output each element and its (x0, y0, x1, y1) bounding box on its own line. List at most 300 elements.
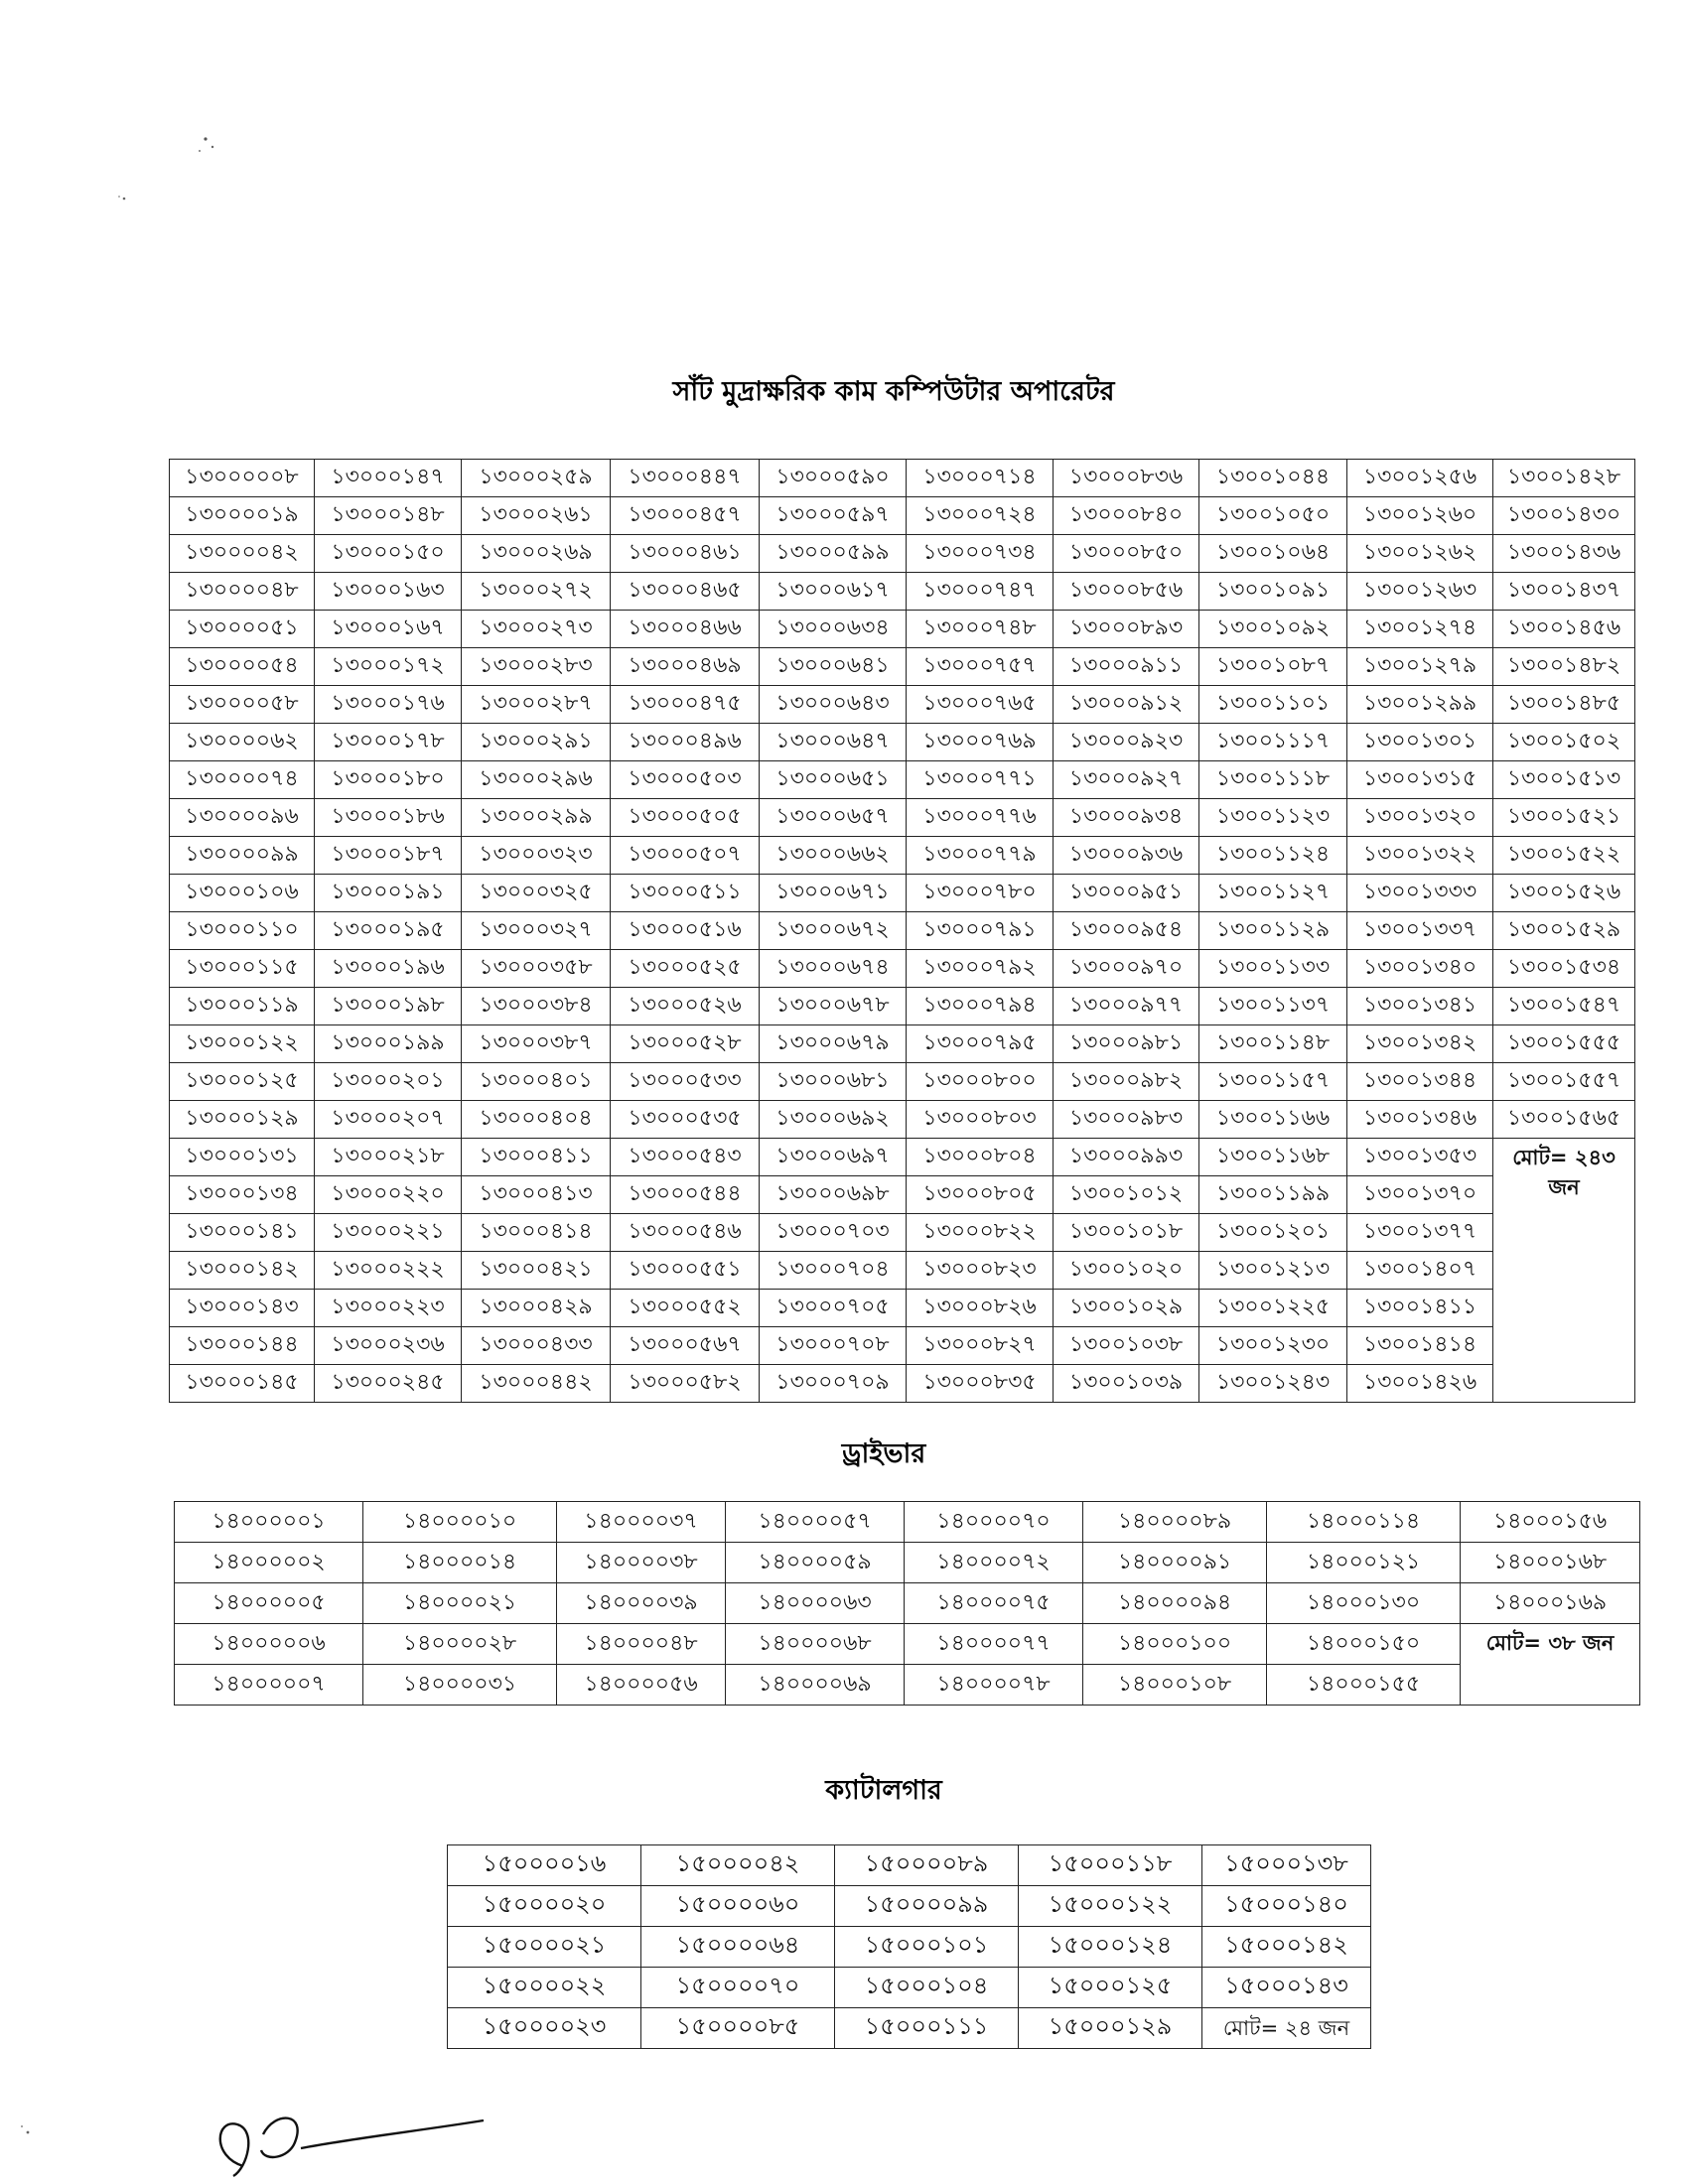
roll-number-cell: ১৪০০০০৯৪ (1083, 1583, 1267, 1624)
roll-number-cell: ১৩০০০১৮৭ (315, 837, 462, 875)
roll-number-cell: ১৩০০০৭৪৭ (907, 573, 1054, 611)
roll-number-cell: ১৪০০০০০৭ (175, 1665, 363, 1706)
roll-number-cell: ১৩০০০২২০ (315, 1176, 462, 1214)
roll-number-cell: ১৩০০০৮০৪ (907, 1139, 1054, 1176)
roll-number-cell: ১৫০০০১৪৩ (1202, 1968, 1371, 2008)
roll-number-cell: ১৩০০০৬৯২ (760, 1101, 907, 1139)
roll-number-cell: ১৩০০১০৪৪ (1199, 460, 1347, 497)
roll-number-cell: ১৩০০১৩৪০ (1347, 950, 1493, 988)
roll-number-cell: ১৩০০০৫৬৭ (611, 1327, 760, 1365)
roll-number-cell: ১৩০০০১১০ (170, 912, 315, 950)
roll-number-cell: ১৩০০০১৮৬ (315, 799, 462, 837)
roll-number-cell: ১৩০০০১৯৬ (315, 950, 462, 988)
roll-number-cell: ১৩০০১১০১ (1199, 686, 1347, 724)
roll-number-cell: ১৩০০১০৮৭ (1199, 648, 1347, 686)
roll-number-cell: ১৩০০০২৩৬ (315, 1327, 462, 1365)
roll-number-cell: ১৫০০০০৬০ (641, 1886, 835, 1927)
roll-number-cell: ১৫০০০০৮৯ (835, 1845, 1019, 1886)
roll-number-cell: ১৩০০১০৯২ (1199, 611, 1347, 648)
roll-number-cell: ১৩০০১০২৯ (1054, 1290, 1199, 1327)
roll-number-cell: ১৩০০১২৭৪ (1347, 611, 1493, 648)
roll-number-cell: ১৩০০০১৮০ (315, 761, 462, 799)
roll-number-cell: ১৫০০০০৪২ (641, 1845, 835, 1886)
roll-number-cell: ১৪০০০০৫৬ (557, 1665, 726, 1706)
roll-number-cell: ১৩০০০৭৩৪ (907, 535, 1054, 573)
roll-number-cell: ১৩০০১৪০৭ (1347, 1252, 1493, 1290)
roll-number-cell: ১৪০০০১৬৯ (1461, 1583, 1640, 1624)
roll-number-cell: ১৫০০০০১৬ (448, 1845, 641, 1886)
roll-number-cell: ১৩০০০১২২ (170, 1025, 315, 1063)
table-row (170, 912, 1635, 950)
roll-number-cell: ১৩০০০৩২৭ (462, 912, 611, 950)
roll-number-cell: ১৩০০০৪৯৬ (611, 724, 760, 761)
roll-number-cell: ১৪০০০০৫৯ (726, 1543, 905, 1583)
roll-number-cell: ১৩০০০৭৬৯ (907, 724, 1054, 761)
roll-number-cell: ১৩০০১২৭৯ (1347, 648, 1493, 686)
roll-number-cell: ১৩০০০৫০৫ (611, 799, 760, 837)
roll-number-cell: ১৩০০১০৫০ (1199, 497, 1347, 535)
roll-number-cell: ১৩০০০৯২৭ (1054, 761, 1199, 799)
roll-number-cell: ১৩০০০৬৪১ (760, 648, 907, 686)
roll-number-cell: ১৩০০০৫৪৪ (611, 1176, 760, 1214)
roll-number-cell: ১৪০০০১২১ (1267, 1543, 1461, 1583)
table-row (170, 988, 1635, 1025)
roll-number-cell: ১৩০০০১৩৪ (170, 1176, 315, 1214)
roll-number-cell: ১৩০০১২২৫ (1199, 1290, 1347, 1327)
roll-number-cell: ১৩০০০৩২৩ (462, 837, 611, 875)
roll-number-cell: ১৩০০০৮০৫ (907, 1176, 1054, 1214)
roll-number-cell: ১৫০০০১৪২ (1202, 1927, 1371, 1968)
roll-number-cell: ১৩০০১২৯৯ (1347, 686, 1493, 724)
table-row (175, 1624, 1640, 1665)
signature-scribble (204, 2105, 501, 2184)
roll-number-cell: ১৪০০০০৭২ (905, 1543, 1083, 1583)
roll-number-cell: ১৩০০০৩৫৮ (462, 950, 611, 988)
roll-number-cell: ১৩০০০৮২৭ (907, 1327, 1054, 1365)
roll-number-cell: ১৩০০০৯৮২ (1054, 1063, 1199, 1101)
roll-number-cell: ১৪০০০০৩৭ (557, 1502, 726, 1543)
cataloguer-roll-table (447, 1844, 1371, 2049)
table-row (175, 1583, 1640, 1624)
roll-number-cell: ১৩০০০২০১ (315, 1063, 462, 1101)
roll-number-cell: ১৩০০১৪১১ (1347, 1290, 1493, 1327)
roll-number-cell: ১৩০০০৪১১ (462, 1139, 611, 1176)
roll-number-cell: ১৩০০১৪২৮ (1493, 460, 1635, 497)
roll-number-cell: ১৩০০০৪১৩ (462, 1176, 611, 1214)
roll-number-cell: ১৩০০১২১৩ (1199, 1252, 1347, 1290)
roll-number-cell: ১৪০০০০০৬ (175, 1624, 363, 1665)
roll-number-cell: ১৩০০১৫২২ (1493, 837, 1635, 875)
roll-number-cell: ১৩০০১০৬৪ (1199, 535, 1347, 573)
roll-number-cell: ১৩০০০০৭৪ (170, 761, 315, 799)
roll-number-cell: ১৩০০০৭৭৬ (907, 799, 1054, 837)
roll-number-cell: ১৩০০০১৪১ (170, 1214, 315, 1252)
roll-number-cell: ১৩০০১১৬৬ (1199, 1101, 1347, 1139)
roll-number-cell: ১৪০০০১৬৮ (1461, 1543, 1640, 1583)
roll-number-cell: ১৩০০১৪৫৬ (1493, 611, 1635, 648)
roll-number-cell: ১৩০০০৭১৪ (907, 460, 1054, 497)
roll-number-cell: ১৩০০১১১৭ (1199, 724, 1347, 761)
roll-number-cell: ১৩০০০৬৭১ (760, 875, 907, 912)
table-row (170, 1025, 1635, 1063)
roll-number-cell: ১৩০০০৬৯৮ (760, 1176, 907, 1214)
roll-number-cell: ১৪০০০০০২ (175, 1543, 363, 1583)
roll-number-cell: ১৩০০০৮৫৬ (1054, 573, 1199, 611)
roll-number-cell: ১৩০০০৪৪২ (462, 1365, 611, 1403)
table-row (448, 1968, 1371, 2008)
roll-number-cell: ১৩০০১৪৩৬ (1493, 535, 1635, 573)
roll-number-cell: ১৩০০০৫৫১ (611, 1252, 760, 1290)
roll-number-cell: ১৫০০০১০৪ (835, 1968, 1019, 2008)
table-row (170, 761, 1635, 799)
roll-number-cell: ১৩০০০৬৪৭ (760, 724, 907, 761)
roll-number-cell: ১৩০০১৫২৬ (1493, 875, 1635, 912)
roll-number-cell: ১৩০০০৭০৪ (760, 1252, 907, 1290)
roll-number-cell: ১৪০০০১০০ (1083, 1624, 1267, 1665)
roll-number-cell: ১৩০০০৬৮১ (760, 1063, 907, 1101)
roll-number-cell: ১৩০০০০৪২ (170, 535, 315, 573)
roll-number-cell: ১৩০০০১৪২ (170, 1252, 315, 1290)
table-row (170, 1139, 1635, 1176)
roll-number-cell: ১৩০০১২৪৩ (1199, 1365, 1347, 1403)
roll-number-cell: ১৪০০০০২৮ (363, 1624, 557, 1665)
roll-number-cell: ১৪০০০০৬৩ (726, 1583, 905, 1624)
roll-number-cell: ১৩০০০৯১২ (1054, 686, 1199, 724)
roll-number-cell: ১৩০০০৮০৩ (907, 1101, 1054, 1139)
roll-number-cell: ১৩০০১৪৩৭ (1493, 573, 1635, 611)
roll-number-cell: ১৩০০১৩৩৭ (1347, 912, 1493, 950)
roll-number-cell: ১৩০০১০১২ (1054, 1176, 1199, 1214)
roll-number-cell: ১৪০০০০২১ (363, 1583, 557, 1624)
roll-number-cell: ১৩০০০৮৪০ (1054, 497, 1199, 535)
roll-number-cell: ১৩০০০১৬৭ (315, 611, 462, 648)
total-count-cell: মোট= ২৪৩ জন (1493, 1139, 1635, 1403)
roll-number-cell: ১৫০০০০২২ (448, 1968, 641, 2008)
roll-number-cell: ১৩০০০৯৮১ (1054, 1025, 1199, 1063)
roll-number-cell: ১৩০০০৭৭১ (907, 761, 1054, 799)
roll-number-cell: ১৩০০০৬৭৪ (760, 950, 907, 988)
roll-number-cell: ১৩০০১২৩০ (1199, 1327, 1347, 1365)
table-row (175, 1543, 1640, 1583)
roll-number-cell: ১৪০০০০৮৯ (1083, 1502, 1267, 1543)
roll-number-cell: ১৩০০০৭৬৫ (907, 686, 1054, 724)
roll-number-cell: ১৩০০০৫৯০ (760, 460, 907, 497)
roll-number-cell: ১৩০০০০৫১ (170, 611, 315, 648)
roll-number-cell: ১৩০০০২৮৭ (462, 686, 611, 724)
table-row (170, 497, 1635, 535)
roll-number-cell: ১৩০০০৪১৪ (462, 1214, 611, 1252)
roll-number-cell: ১৩০০০১৪৪ (170, 1327, 315, 1365)
roll-number-cell: ১৩০০১৩৭৭ (1347, 1214, 1493, 1252)
roll-number-cell: ১৫০০০১৩৮ (1202, 1845, 1371, 1886)
roll-number-cell: ১৩০০০১১৯ (170, 988, 315, 1025)
roll-number-cell: ১৪০০০০৪৮ (557, 1624, 726, 1665)
roll-number-cell: ১৩০০০৫৯৯ (760, 535, 907, 573)
section-title-driver: ড্রাইভার (841, 1438, 926, 1469)
table-row (175, 1665, 1640, 1706)
roll-number-cell: ১৩০০০৬৭২ (760, 912, 907, 950)
roll-number-cell: ১৩০০১১৯৯ (1199, 1176, 1347, 1214)
table-row (175, 1502, 1640, 1543)
roll-number-cell: ১৫০০০০২০ (448, 1886, 641, 1927)
section-title-stenographer: সাঁট মুদ্রাক্ষরিক কাম কম্পিউটার অপারেটর (672, 376, 1115, 407)
roll-number-cell: ১৩০০০৫৯৭ (760, 497, 907, 535)
table-row (170, 573, 1635, 611)
roll-number-cell: ১৩০০১০২০ (1054, 1252, 1199, 1290)
driver-roll-table (174, 1501, 1640, 1706)
roll-number-cell: ১৩০০১৫৫৫ (1493, 1025, 1635, 1063)
roll-number-cell: ১৩০০০৬৫১ (760, 761, 907, 799)
roll-number-cell: ১৩০০০৫৪৬ (611, 1214, 760, 1252)
roll-number-cell: ১৪০০০০৭৫ (905, 1583, 1083, 1624)
roll-number-cell: ১৩০০০১৭২ (315, 648, 462, 686)
roll-number-cell: ১৩০০০৫৮২ (611, 1365, 760, 1403)
roll-number-cell: ১৩০০০১৯১ (315, 875, 462, 912)
roll-number-cell: ১৩০০১২৬০ (1347, 497, 1493, 535)
roll-number-cell: ১৩০০১৫০২ (1493, 724, 1635, 761)
roll-number-cell: ১৩০০০৪৬৯ (611, 648, 760, 686)
roll-number-cell: ১৩০০০৪২১ (462, 1252, 611, 1290)
roll-number-cell: ১৩০০০৭৮০ (907, 875, 1054, 912)
table-row (170, 799, 1635, 837)
roll-number-cell: ১৩০০০৪০৪ (462, 1101, 611, 1139)
roll-number-cell: ১৩০০০২৬১ (462, 497, 611, 535)
roll-number-cell: ১৩০০০৮৫০ (1054, 535, 1199, 573)
roll-number-cell: ১৪০০০১১৪ (1267, 1502, 1461, 1543)
table-row (170, 1063, 1635, 1101)
roll-number-cell: ১৩০০০১২৯ (170, 1101, 315, 1139)
roll-number-cell: ১৩০০০৮৯৩ (1054, 611, 1199, 648)
roll-number-cell: ১৪০০০০৩৮ (557, 1543, 726, 1583)
roll-number-cell: ১৩০০০১৭৮ (315, 724, 462, 761)
roll-number-cell: ১৩০০০৫১৬ (611, 912, 760, 950)
roll-number-cell: ১৩০০০০৫৮ (170, 686, 315, 724)
roll-number-cell: ১৩০০১৩৭০ (1347, 1176, 1493, 1214)
roll-number-cell: ১৩০০১১১৮ (1199, 761, 1347, 799)
roll-number-cell: ১৩০০০৪০১ (462, 1063, 611, 1101)
roll-number-cell: ১৩০০০৯৫১ (1054, 875, 1199, 912)
roll-number-cell: ১৫০০০০২৩ (448, 2008, 641, 2049)
roll-number-cell: ১৩০০০৬৫৭ (760, 799, 907, 837)
table-row (170, 837, 1635, 875)
roll-number-cell: ১৩০০০৪৬৫ (611, 573, 760, 611)
roll-number-cell: ১৩০০১০৯১ (1199, 573, 1347, 611)
roll-number-cell: ১৩০০০৮২৩ (907, 1252, 1054, 1290)
table-row (170, 1176, 1635, 1214)
table-row (170, 950, 1635, 988)
roll-number-cell: ১৩০০১০৩৯ (1054, 1365, 1199, 1403)
roll-number-cell: ১৩০০১৫৫৭ (1493, 1063, 1635, 1101)
roll-number-cell: ১৩০০১৫১৩ (1493, 761, 1635, 799)
roll-number-cell: ১৫০০০১২৫ (1019, 1968, 1202, 2008)
roll-number-cell: ১৩০০০৫৫২ (611, 1290, 760, 1327)
roll-number-cell: ১৩০০১৪৮৫ (1493, 686, 1635, 724)
roll-number-cell: ১৩০০০৫২৮ (611, 1025, 760, 1063)
roll-number-cell: ১৩০০১১৬৮ (1199, 1139, 1347, 1176)
roll-number-cell: ১৩০০১১২৩ (1199, 799, 1347, 837)
roll-number-cell: ১৩০০০৪৭৫ (611, 686, 760, 724)
roll-number-cell: ১৫০০০১২২ (1019, 1886, 1202, 1927)
roll-number-cell: ১৩০০০১৪৮ (315, 497, 462, 535)
roll-number-cell: ১৫০০০০৮৫ (641, 2008, 835, 2049)
roll-number-cell: ১৩০০০১৪৫ (170, 1365, 315, 1403)
roll-number-cell: ১৩০০০৫০৩ (611, 761, 760, 799)
total-count-cell: মোট= ২৪ জন (1202, 2008, 1371, 2049)
roll-number-cell: ১৩০০০৬৭৯ (760, 1025, 907, 1063)
roll-number-cell: ১৪০০০০১০ (363, 1502, 557, 1543)
roll-number-cell: ১৩০০১২৬৩ (1347, 573, 1493, 611)
roll-number-cell: ১৩০০০১৯৮ (315, 988, 462, 1025)
roll-number-cell: ১৩০০০১৬৩ (315, 573, 462, 611)
table-row (170, 648, 1635, 686)
roll-number-cell: ১৩০০১৩১৫ (1347, 761, 1493, 799)
roll-number-cell: ১৩০০০৭০৮ (760, 1327, 907, 1365)
roll-number-cell: ১৩০০০১১৫ (170, 950, 315, 988)
roll-number-cell: ১৩০০১৪১৪ (1347, 1327, 1493, 1365)
table-row (448, 1886, 1371, 1927)
roll-number-cell: ১৩০০০৩৮৭ (462, 1025, 611, 1063)
roll-number-cell: ১৩০০১১২৭ (1199, 875, 1347, 912)
roll-number-cell: ১৩০০০৫২৫ (611, 950, 760, 988)
roll-number-cell: ১৩০০০৭৫৭ (907, 648, 1054, 686)
roll-number-cell: ১৩০০১১৩৩ (1199, 950, 1347, 988)
roll-number-cell: ১৩০০০৫৩৩ (611, 1063, 760, 1101)
roll-number-cell: ১৩০০১১৪৮ (1199, 1025, 1347, 1063)
roll-number-cell: ১৩০০০৭৪৮ (907, 611, 1054, 648)
roll-number-cell: ১৩০০০১৪৭ (315, 460, 462, 497)
table-row (170, 611, 1635, 648)
roll-number-cell: ১৩০০০২২২ (315, 1252, 462, 1290)
roll-number-cell: ১৩০০০৪৩৩ (462, 1327, 611, 1365)
roll-number-cell: ১৩০০১৩০১ (1347, 724, 1493, 761)
roll-number-cell: ১৩০০০৬৩৪ (760, 611, 907, 648)
roll-number-cell: ১৪০০০১৫৬ (1461, 1502, 1640, 1543)
roll-number-cell: ১৩০০১২৫৬ (1347, 460, 1493, 497)
roll-number-cell: ১৩০০০০০৮ (170, 460, 315, 497)
roll-number-cell: ১৩০০১২৬২ (1347, 535, 1493, 573)
roll-number-cell: ১৪০০০১৩০ (1267, 1583, 1461, 1624)
table-row (170, 1214, 1635, 1252)
roll-number-cell: ১৪০০০১৫৫ (1267, 1665, 1461, 1706)
roll-number-cell: ১৩০০০১৭৬ (315, 686, 462, 724)
roll-number-cell: ১৩০০১৫৩৪ (1493, 950, 1635, 988)
roll-number-cell: ১৩০০০২১৮ (315, 1139, 462, 1176)
roll-number-cell: ১৩০০০৮৩৬ (1054, 460, 1199, 497)
roll-number-cell: ১৪০০০০৬৯ (726, 1665, 905, 1706)
roll-number-cell: ১৩০০০০৪৮ (170, 573, 315, 611)
roll-number-cell: ১৪০০০০৩৯ (557, 1583, 726, 1624)
roll-number-cell: ১৪০০০০০৫ (175, 1583, 363, 1624)
roll-number-cell: ১৩০০০৯৯৩ (1054, 1139, 1199, 1176)
roll-number-cell: ১৪০০০১০৮ (1083, 1665, 1267, 1706)
roll-number-cell: ১৩০০০৩৮৪ (462, 988, 611, 1025)
roll-number-cell: ১৩০০০১০৬ (170, 875, 315, 912)
roll-number-cell: ১৩০০১৫৪৭ (1493, 988, 1635, 1025)
table-row (170, 1327, 1635, 1365)
roll-number-cell: ১৫০০০১২৯ (1019, 2008, 1202, 2049)
roll-number-cell: ১৩০০১৩৪৪ (1347, 1063, 1493, 1101)
roll-number-cell: ১৩০০১৪৩০ (1493, 497, 1635, 535)
roll-number-cell: ১৩০০০৭০৫ (760, 1290, 907, 1327)
roll-number-cell: ১৩০০০০৯৯ (170, 837, 315, 875)
roll-number-cell: ১৩০০০২৬৯ (462, 535, 611, 573)
roll-number-cell: ১৩০০১৫২৯ (1493, 912, 1635, 950)
roll-number-cell: ১৩০০০৭০৩ (760, 1214, 907, 1252)
roll-number-cell: ১৩০০০৭৭৯ (907, 837, 1054, 875)
roll-number-cell: ১৩০০১৫৬৫ (1493, 1101, 1635, 1139)
roll-number-cell: ১৩০০১৪৮২ (1493, 648, 1635, 686)
roll-number-cell: ১৩০০০৭৯৪ (907, 988, 1054, 1025)
roll-number-cell: ১৩০০০৬৪৩ (760, 686, 907, 724)
roll-number-cell: ১৩০০০৫৪৩ (611, 1139, 760, 1176)
roll-number-cell: ১৩০০১৫২১ (1493, 799, 1635, 837)
roll-number-cell: ১৩০০০৫৩৫ (611, 1101, 760, 1139)
roll-number-cell: ১৩০০০১৪৩ (170, 1290, 315, 1327)
roll-number-cell: ১৩০০০৪৪৭ (611, 460, 760, 497)
roll-number-cell: ১৩০০০১৩১ (170, 1139, 315, 1176)
roll-number-cell: ১৩০০০০৫৪ (170, 648, 315, 686)
roll-number-cell: ১৩০০০৭৯৫ (907, 1025, 1054, 1063)
roll-number-cell: ১৫০০০১২৪ (1019, 1927, 1202, 1968)
roll-number-cell: ১৪০০০০৬৮ (726, 1624, 905, 1665)
roll-number-cell: ১৫০০০১১৮ (1019, 1845, 1202, 1886)
roll-number-cell: ১৩০০০৬৯৭ (760, 1139, 907, 1176)
roll-number-cell: ১৩০০১১৫৭ (1199, 1063, 1347, 1101)
table-row (448, 1845, 1371, 1886)
table-row (170, 686, 1635, 724)
roll-number-cell: ১৩০০০৮২৬ (907, 1290, 1054, 1327)
roll-number-cell: ১৩০০০৮০০ (907, 1063, 1054, 1101)
roll-number-cell: ১৩০০০৬৭৮ (760, 988, 907, 1025)
roll-number-cell: ১৩০০০৪৫৭ (611, 497, 760, 535)
roll-number-cell: ১৩০০১৩৩৩ (1347, 875, 1493, 912)
roll-number-cell: ১৩০০১৩৫৩ (1347, 1139, 1493, 1176)
roll-number-cell: ১৩০০০৯৫৪ (1054, 912, 1199, 950)
roll-number-cell: ১৪০০০০৭৭ (905, 1624, 1083, 1665)
roll-number-cell: ১৩০০১৩২২ (1347, 837, 1493, 875)
roll-number-cell: ১৪০০০০৫৭ (726, 1502, 905, 1543)
roll-number-cell: ১৩০০০৪৬৬ (611, 611, 760, 648)
table-row (170, 1252, 1635, 1290)
roll-number-cell: ১৩০০০৫০৭ (611, 837, 760, 875)
table-row (170, 1101, 1635, 1139)
table-row (448, 2008, 1371, 2049)
roll-number-cell: ১৩০০০২০৭ (315, 1101, 462, 1139)
roll-number-cell: ১৩০০১৩৪১ (1347, 988, 1493, 1025)
roll-number-cell: ১৩০০০০১৯ (170, 497, 315, 535)
roll-number-cell: ১৩০০০২৪৫ (315, 1365, 462, 1403)
roll-number-cell: ১৩০০১২০১ (1199, 1214, 1347, 1252)
roll-number-cell: ১৩০০১১৩৭ (1199, 988, 1347, 1025)
roll-number-cell: ১৩০০০৮২২ (907, 1214, 1054, 1252)
roll-number-cell: ১৩০০১৩৪৬ (1347, 1101, 1493, 1139)
table-row (170, 535, 1635, 573)
roll-number-cell: ১৩০০০২৭২ (462, 573, 611, 611)
roll-number-cell: ১৩০০০৯৭৭ (1054, 988, 1199, 1025)
roll-number-cell: ১৩০০০৯২৩ (1054, 724, 1199, 761)
roll-number-cell: ১৪০০০০০১ (175, 1502, 363, 1543)
roll-number-cell: ১৩০০১১২৪ (1199, 837, 1347, 875)
table-row (170, 875, 1635, 912)
roll-number-cell: ১৫০০০০৯৯ (835, 1886, 1019, 1927)
roll-number-cell: ১৩০০০৭২৪ (907, 497, 1054, 535)
roll-number-cell: ১৩০০০৫১১ (611, 875, 760, 912)
roll-number-cell: ১৩০০১৩৪২ (1347, 1025, 1493, 1063)
roll-number-cell: ১৪০০০০৭৮ (905, 1665, 1083, 1706)
roll-number-cell: ১৩০০১১২৯ (1199, 912, 1347, 950)
roll-number-cell: ১৫০০০০২১ (448, 1927, 641, 1968)
roll-number-cell: ১৩০০০২২১ (315, 1214, 462, 1252)
